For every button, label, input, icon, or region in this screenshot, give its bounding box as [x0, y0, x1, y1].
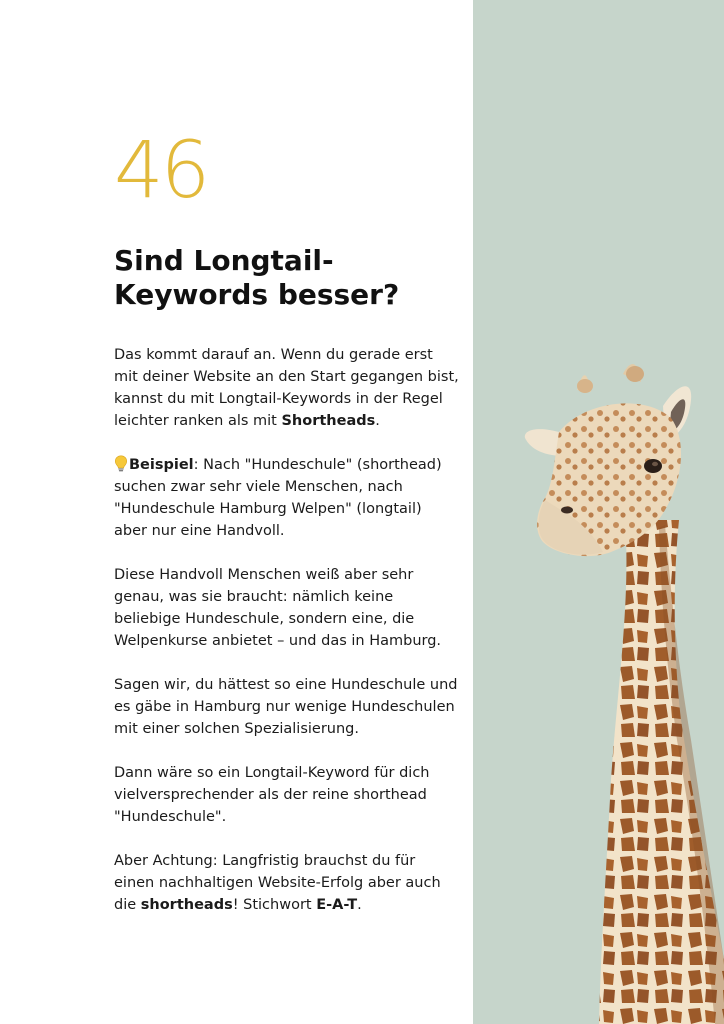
page-title: Sind Longtail-Keywords besser?	[114, 244, 400, 311]
paragraph-2-text: : Nach "Hundeschule" (shorthead) suchen zwar sehr viele Menschen, nach "Hundeschule Hamburg Welpen" (longtail) aber nur eine Handvoll.	[114, 457, 442, 539]
paragraph-4: Sagen wir, du hättest so eine Hundeschule und es gäbe in Hamburg nur wenige Hundeschulen mit einer solchen Spezialisierung.	[114, 677, 458, 737]
lightbulb-icon	[114, 455, 128, 472]
paragraph-6-text: Aber Achtung: Langfristig brauchst du für einen nachhaltigen Website-Erfolg aber auch die	[114, 853, 441, 913]
paragraph-6-bold-2: E-A-T	[316, 897, 358, 913]
paragraph-3: Diese Handvoll Menschen weiß aber sehr genau, was sie braucht: nämlich keine beliebige Hundeschule, sondern eine, die Welpenkurse anbietet – und das in Hamburg.	[114, 567, 442, 649]
paragraph-1	[114, 344, 459, 432]
paragraph-5: Dann wäre so ein Longtail-Keyword für dich vielversprechender als der reine shorthead "Hundeschule".	[114, 765, 430, 825]
giraffe-image	[515, 360, 724, 1024]
paragraph-1-bold: Shortheads	[281, 413, 376, 429]
paragraph-6-bold-1: shortheads	[140, 897, 233, 913]
paragraph-1-text: Das kommt darauf an. Wenn du gerade erst mit deiner Website an den Start gegangen bist, kannst du mit Longtail-Keywords in der Regel leichter ranken als mit	[114, 347, 459, 429]
paragraph-6-end: .	[357, 897, 362, 913]
paragraph-6-mid: ! Stichwort	[232, 897, 317, 913]
paragraph-6	[114, 850, 459, 916]
page-number: 46	[114, 126, 208, 216]
paragraph-2-bold: Beispiel	[129, 457, 194, 473]
paragraph-1-end: .	[375, 413, 380, 429]
paragraph-2	[114, 454, 459, 542]
body-text	[114, 344, 459, 938]
